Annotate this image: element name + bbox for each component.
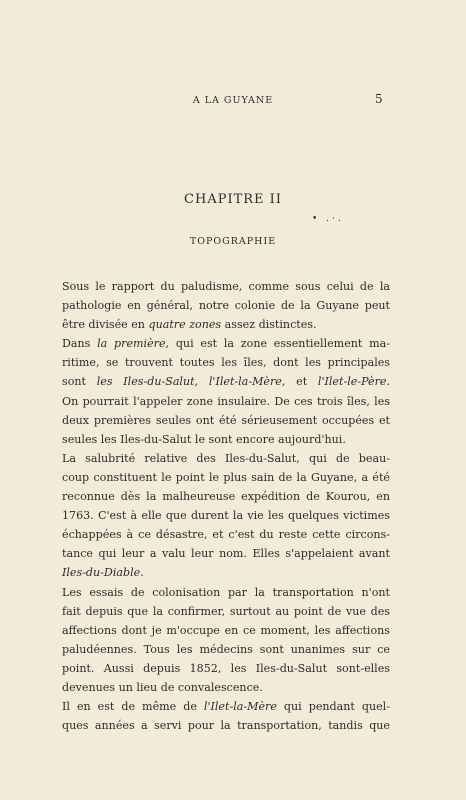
text-span: sont bbox=[62, 375, 97, 389]
text-line bbox=[62, 640, 390, 659]
text-line bbox=[62, 563, 390, 582]
text-span: Dans bbox=[62, 337, 98, 351]
text-span: ques années a servi pour la transportation, tandis que bbox=[62, 719, 390, 733]
ornament-mark: • .·. bbox=[312, 214, 344, 224]
text-line bbox=[62, 296, 390, 315]
text-line bbox=[62, 315, 390, 334]
text-line bbox=[62, 716, 390, 735]
text-span: La salubrité relative des Iles-du-Salut, qui de beau- bbox=[62, 451, 390, 465]
page-number: 5 bbox=[375, 92, 383, 106]
text-line bbox=[62, 487, 390, 506]
text-span: 1763. C'est à elle que durent la vie les quelques victimes bbox=[62, 509, 390, 523]
text-span: paludéennes. Tous les médecins sont unanimes sur ce bbox=[62, 642, 390, 656]
text-span: reconnue dès la malheureuse expédition de Kourou, en bbox=[62, 490, 390, 504]
text-span: On pourrait l'appeler zone insulaire. De ces trois îles, les bbox=[62, 394, 390, 408]
text-line bbox=[62, 602, 390, 621]
text-span: qui est la zone essentiellement ma- bbox=[169, 337, 391, 351]
text-span: assez distinctes. bbox=[221, 318, 317, 332]
text-span: affections dont je m'occupe en ce moment, les affections bbox=[62, 623, 390, 637]
running-head: A LA GUYANE bbox=[192, 95, 274, 106]
body-text bbox=[62, 277, 390, 735]
text-line bbox=[62, 411, 390, 430]
text-line bbox=[62, 468, 390, 487]
text-span: qui pendant quel- bbox=[276, 700, 390, 714]
text-line bbox=[62, 678, 390, 697]
text-span: devenues un lieu de convalescence. bbox=[62, 680, 263, 694]
italic-span: la première, bbox=[97, 337, 170, 351]
text-span: coup constituent le point le plus sain de la Guyane, a été bbox=[62, 470, 390, 484]
text-line bbox=[62, 430, 390, 449]
text-span: fait depuis que la confirmer, surtout au point de vue des bbox=[62, 604, 390, 618]
text-span: tance qui leur a valu leur nom. Elles s'appelaient avant bbox=[62, 547, 390, 561]
text-line bbox=[62, 544, 390, 563]
text-line bbox=[62, 506, 390, 525]
text-line bbox=[62, 277, 390, 296]
italic-span: quatre zones bbox=[148, 318, 222, 332]
italic-span: Iles-du-Diable. bbox=[62, 566, 144, 580]
italic-span: l'Ilet-le-Père. bbox=[317, 375, 390, 389]
text-line bbox=[62, 621, 390, 640]
text-span: et bbox=[285, 375, 318, 389]
italic-span: l'Ilet-la-Mère bbox=[203, 700, 277, 714]
text-line bbox=[62, 525, 390, 544]
italic-span: les Iles-du-Salut, l'Ilet-la-Mère, bbox=[96, 375, 286, 389]
text-line bbox=[62, 392, 390, 411]
chapter-title: CHAPITRE II bbox=[184, 192, 282, 207]
text-span: seules les Iles-du-Salut le sont encore aujourd'hui. bbox=[62, 432, 346, 446]
text-line bbox=[62, 334, 390, 353]
text-span: Les essais de colonisation par la transportation n'ont bbox=[62, 585, 390, 599]
text-line bbox=[62, 659, 390, 678]
text-line bbox=[62, 449, 390, 468]
text-span: point. Aussi depuis 1852, les Iles-du-Salut sont-elles bbox=[62, 661, 390, 675]
text-line bbox=[62, 372, 390, 391]
text-span: Il en est de même de bbox=[62, 700, 204, 714]
text-span: ritime, se trouvent toutes les îles, dont les principales bbox=[62, 356, 390, 370]
text-span: échappées à ce désastre, et c'est du reste cette circons- bbox=[62, 528, 390, 542]
text-span: être divisée en bbox=[62, 318, 149, 332]
text-span: pathologie en général, notre colonie de la Guyane peut bbox=[62, 299, 390, 313]
text-span: Sous le rapport du paludisme, comme sous celui de la bbox=[62, 280, 390, 293]
text-line bbox=[62, 353, 390, 372]
text-line bbox=[62, 697, 390, 716]
text-span: deux premières seules ont été sérieusement occupées et bbox=[62, 413, 390, 427]
section-title: TOPOGRAPHIE bbox=[189, 236, 277, 247]
text-line bbox=[62, 583, 390, 602]
